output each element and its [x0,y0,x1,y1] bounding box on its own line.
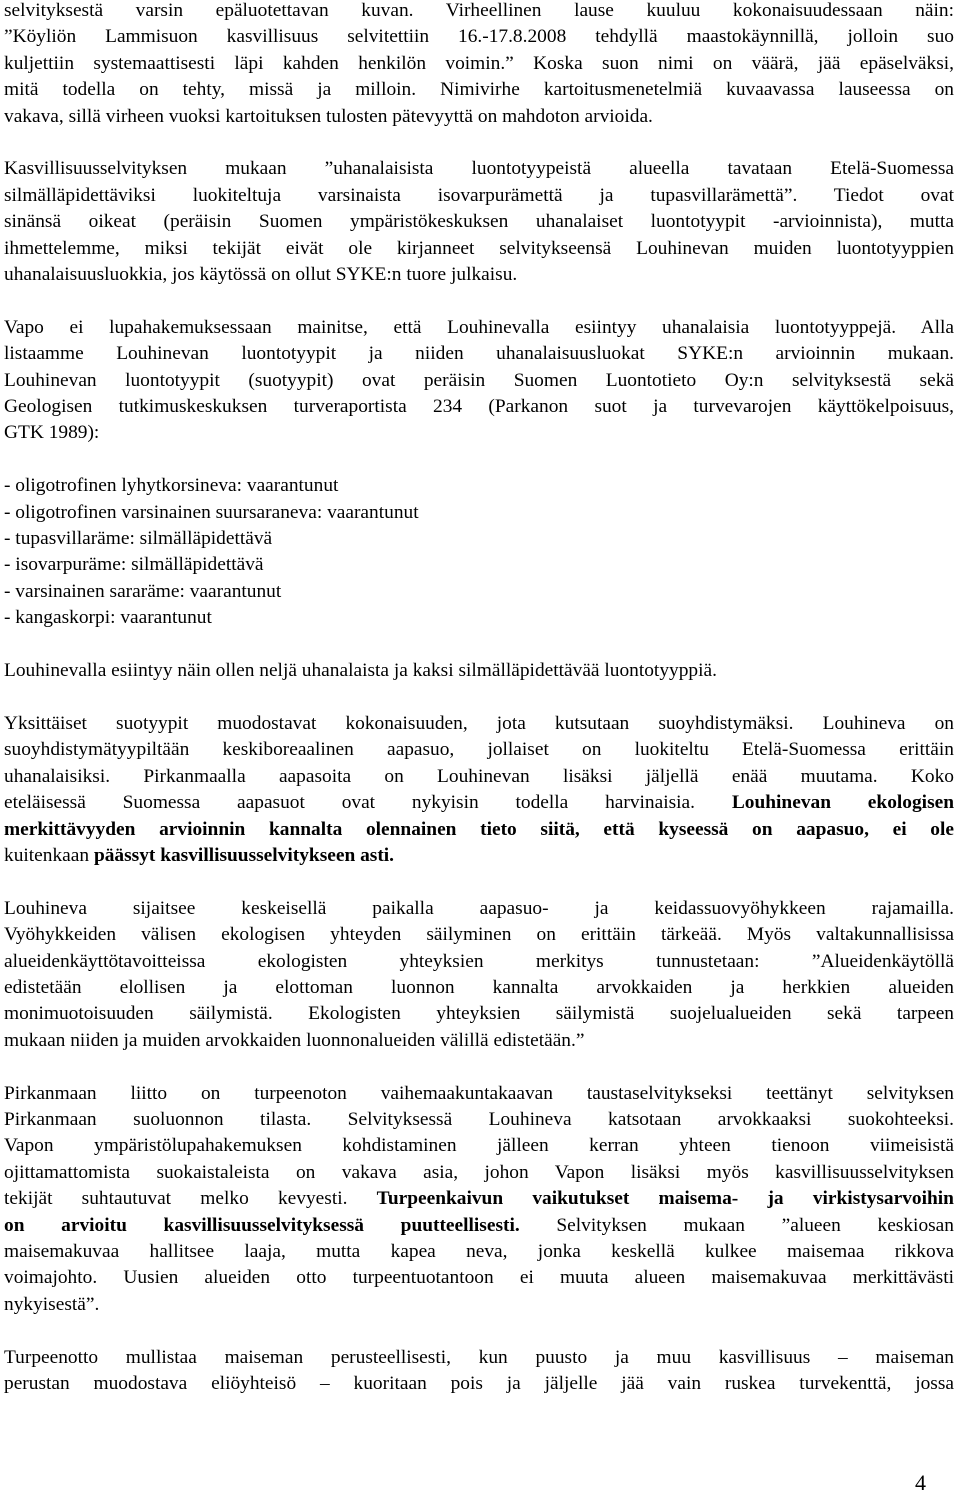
text-line: Louhinevalla esiintyy näin ollen neljä uhanalaista ja kaksi silmälläpidettävää luontotyyppiä. [4,660,717,682]
list-item: - isovarpuräme: silmälläpidettävä [4,554,264,576]
text-line: Vapon ympäristölupahakemuksen kohdistaminen jälleen kerran yhteen tienoon viimeisistä [4,1135,954,1157]
text-line: Turpeenotto mullistaa maiseman perusteellisesti, kun puusto ja muu kasvillisuus – maiseman [4,1346,954,1368]
bold-text: Turpeenkaivun vaikutukset maisema- ja virkistysarvoihin [376,1188,954,1210]
bold-text: merkittävyyden arvioinnin kannalta olennainen tieto siitä, että kyseessä on aapasuo, ei ole [4,818,954,840]
text-line [4,1186,954,1212]
text-line: mitä todella on tehty, missä ja milloin. Nimivirhe kartoitusmenetelmiä kuvaavassa lauseessa on [4,79,954,101]
text-line: Yksittäiset suotyypit muodostavat kokonaisuuden, jota kutsutaan suoyhdistymäksi. Louhineva on [4,712,954,734]
text-line: ihmettelemme, miksi tekijät eivät ole kirjanneet selvitykseensä Louhinevan muiden luontotyyppien [4,237,954,259]
text-line: edistetään elollisen ja elottoman luonnon kannalta arvokkaiden ja herkkien alueiden [4,976,954,998]
text-line: silmälläpidettäviksi luokiteltuja varsinaista isovarpurämettä ja tupasvillarämettä”. Tiedot ovat [4,184,954,206]
text-line: Kasvillisuusselvityksen mukaan ”uhanalaisista luontotyypeistä alueella tavataan Etelä-Suomessa [4,158,954,180]
text-line: maisemakuvaa hallitsee laaja, mutta kapea neva, jonka keskellä kulkee maisemaa rikkova [4,1240,954,1262]
list-item: - varsinainen sararäme: vaarantunut [4,580,282,602]
text-line: nykyisestä”. [4,1293,100,1315]
text-line: Vyöhykkeiden välisen ekologisen yhteyden säilyminen on erittäin tärkeää. Myös valtakunnallisissa [4,924,954,946]
document-page [4,0,954,1397]
text-line: perustan muodostava eliöyhteisö – kuoritaan pois ja jäljelle jää vain ruskea turvekenttä, jossa [4,1373,954,1394]
list-item: - tupasvillaräme: silmälläpidettävä [4,528,273,550]
bold-text: päässyt kasvillisuusselvitykseen asti. [93,844,395,866]
text-line: Pirkanmaan liitto on turpeenoton vaihemaakuntakaavan taustaselvitykseksi teettänyt selvityksen [4,1082,954,1104]
text-line: mukaan niiden ja muiden arvokkaiden luonnonalueiden välillä edistetään.” [4,1029,585,1051]
text-line: Louhineva sijaitsee keskeisellä paikalla aapasuo- ja keidassuovyöhykkeen rajamailla. [4,897,954,919]
text-line: suoyhdistymätyypiltään keskiboreaalinen aapasuo, jollaiset on luokiteltu Etelä-Suomessa erittäin [4,739,954,761]
text-line: GTK 1989): [4,422,100,444]
text-line: sinänsä oikeat (peräisin Suomen ympäristökeskuksen uhanalaiset luontotyypit -arvioinnista), mutta [4,211,954,233]
text-line: vakava, sillä virheen vuoksi kartoituksen tulosten pätevyyttä on mahdoton arvioida. [4,105,653,127]
paragraph-survey-error [4,0,954,130]
bold-text: Louhinevan ekologisen [731,792,954,814]
text-line: alueidenkäyttötavoitteissa ekologisten yhteyksien merkitys tunnustetaan: ”Alueidenkäytöllä [4,950,954,972]
text-line [4,843,954,869]
text-line: uhanalaisiksi. Pirkanmaalla aapasoita on Louhinevan lisäksi jäljellä enää muutama. Koko [4,765,954,787]
text-line: monimuotoisuuden säilymistä. Ekologisten yhteyksien säilymistä suojelualueiden sekä tarpeen [4,1003,954,1025]
text-line [4,1213,954,1239]
bold-text: on arvioitu kasvillisuusselvityksessä puutteellisesti. [4,1214,520,1236]
text-run: eteläisessä Suomessa aapasuot ovat nykyisin todella harvinaisia. [4,792,696,814]
text-line: uhanalaisuusluokkia, jos käytössä on ollut SYKE:n tuore julkaisu. [4,264,518,286]
list-item: - oligotrofinen varsinainen suursaraneva: vaarantunut [4,501,419,523]
paragraph-vapo-habitat-types [4,315,954,447]
text-line: listaamme Louhinevan luontotyypit ja niiden uhanalaisuusluokat SYKE:n arvioinnin mukaan. [4,343,954,365]
text-line: Geologisen tutkimuskeskuksen turveraportista 234 (Parkanon suot ja turvevarojen käyttökelpoisuus, [4,396,954,418]
list-item: - oligotrofinen lyhytkorsineva: vaarantunut [4,475,339,497]
text-line: Louhinevan luontotyypit (suotyypit) ovat peräisin Suomen Luontotieto Oy:n selvityksestä sekä [4,369,954,391]
text-run: Selvityksen mukaan ”alueen keskiosan [556,1214,954,1236]
text-line: Vapo ei lupahakemuksessaan mainitse, että Louhinevalla esiintyy uhanalaisia luontotyyppejä. Alla [4,316,954,338]
paragraph-pirkanmaa-survey [4,1081,954,1319]
text-run: tekijät suhtautuvat melko kevyesti. [4,1188,348,1210]
text-line: ”Köyliön Lammisuon kasvillisuus selvitettiin 16.-17.8.2008 tehdyllä maastokäynnillä, jolloin suo [4,26,954,48]
text-line [4,817,954,843]
text-line: Pirkanmaan suoluonnon tilasta. Selvityksessä Louhineva katsotaan arvokkaaksi suokohteeksi. [4,1108,954,1130]
paragraph-threatened-habitats [4,156,954,288]
text-line: selvityksestä varsin epäluotettavan kuvan. Virheellinen lause kuuluu kokonaisuudessaan näin: [4,0,954,21]
list-item: - kangaskorpi: vaarantunut [4,607,212,629]
paragraph-summary [4,658,954,684]
paragraph-ecological-connections [4,896,954,1054]
text-line: voimajohto. Uusien alueiden otto turpeentuotantoon ei muuta alueen maisemakuvaa merkittävästi [4,1267,954,1289]
text-line: ojittamattomista suokaistaleista on vakava asia, johon Vapon lisäksi myös kasvillisuusselvityksen [4,1161,954,1183]
page-number: 4 [915,1470,926,1495]
text-line [4,790,954,816]
paragraph-aapa-mire [4,711,954,869]
text-line: kuljettiin systemaattisesti läpi kahden henkilön voimin.” Koska suon nimi on väärä, jää epäselväksi, [4,52,954,74]
paragraph-landscape [4,1345,954,1398]
text-run: kuitenkaan [4,844,90,866]
habitat-list [4,473,954,631]
